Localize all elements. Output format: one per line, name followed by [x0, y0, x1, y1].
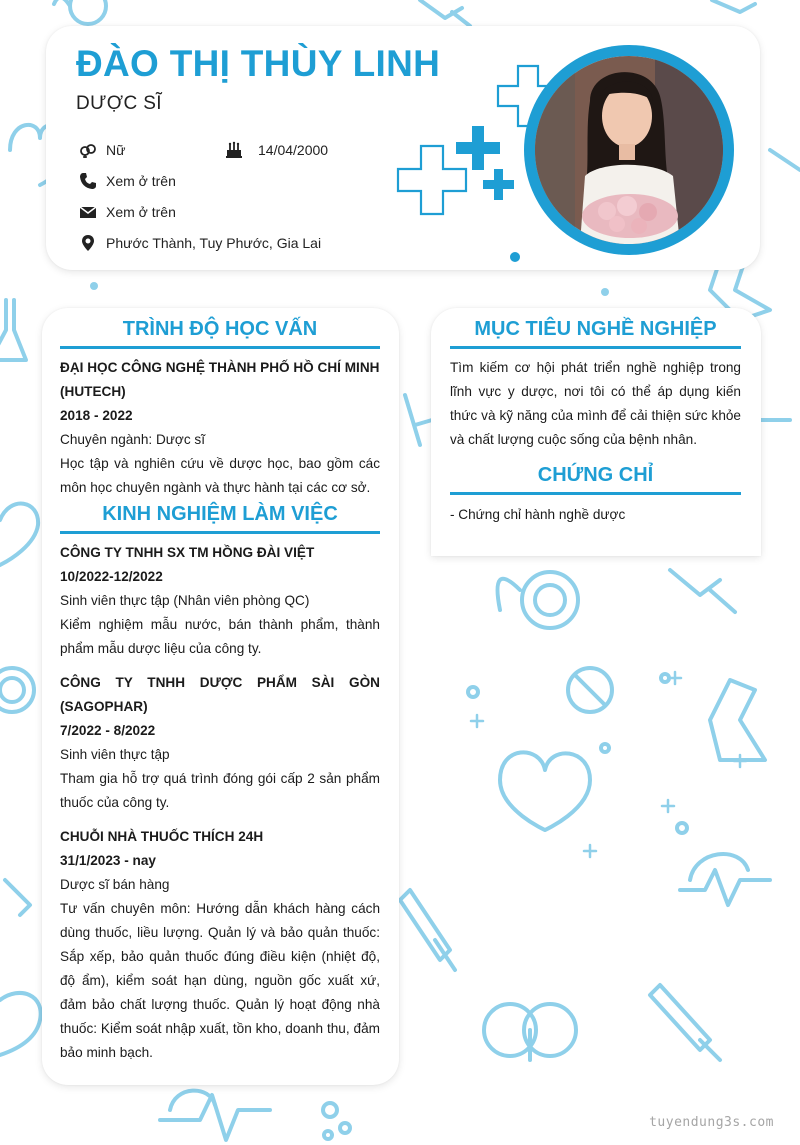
- profile-photo-frame: [524, 45, 734, 255]
- stethoscope-icon: [484, 1004, 576, 1060]
- experience-description: Kiểm nghiệm mẫu nước, bán thành phẩm, thành phẩm mẫu dược liệu của công ty.: [60, 617, 380, 656]
- syringe-icon: [670, 570, 735, 612]
- heart-icon: [0, 504, 38, 565]
- heartbeat-icon: [160, 1091, 270, 1140]
- experience-role: Dược sĩ bán hàng: [60, 877, 170, 892]
- education-major: Chuyên ngành: Dược sĩ: [60, 432, 205, 447]
- syringe-icon: [712, 0, 755, 12]
- syringe-icon: [5, 880, 30, 915]
- flask-icon: [710, 680, 765, 760]
- location-pin-icon: [79, 234, 97, 252]
- right-column-card: [431, 308, 761, 556]
- syringe-icon: [770, 150, 800, 170]
- job-title: DƯỢC SĨ: [76, 93, 162, 114]
- pill-icon: [568, 668, 612, 712]
- syringe-icon: [420, 0, 470, 26]
- phone-row: [79, 172, 176, 190]
- birthday-cake-icon: [225, 141, 243, 159]
- phone-icon: [79, 172, 97, 190]
- education-school: ĐẠI HỌC CÔNG NGHỆ THÀNH PHỐ HỒ CHÍ MINH (HUTECH): [60, 360, 380, 399]
- site-watermark: tuyendung3s.com: [649, 1115, 774, 1130]
- bubbles-icon: [323, 1103, 350, 1139]
- experience-period: 10/2022-12/2022: [60, 569, 163, 584]
- experience-company: CHUỖI NHÀ THUỐC THÍCH 24H: [60, 829, 264, 844]
- header-card: [46, 26, 760, 270]
- phone-value: Xem ở trên: [106, 173, 176, 189]
- email-value: Xem ở trên: [106, 204, 176, 220]
- experience-company: CÔNG TY TNHH DƯỢC PHẨM SÀI GÒN (SAGOPHAR): [60, 675, 380, 714]
- birth-date-row: [225, 141, 328, 159]
- education-period: 2018 - 2022: [60, 408, 133, 423]
- syringe-icon: [400, 890, 455, 970]
- email-icon: [79, 203, 97, 221]
- left-column-card: [42, 308, 399, 1085]
- stethoscope-icon: [54, 0, 106, 24]
- certificates-section-title: CHỨNG CHỈ: [450, 464, 741, 495]
- email-row: [79, 203, 176, 221]
- stethoscope-icon: [498, 572, 579, 628]
- profile-photo: [535, 56, 723, 244]
- heartbeat-icon: [680, 854, 770, 905]
- gender-icon: [79, 141, 97, 159]
- address-value: Phước Thành, Tuy Phước, Gia Lai: [106, 235, 322, 251]
- address-row: [79, 234, 321, 252]
- heart-icon: [0, 993, 41, 1055]
- birth-date-value: 14/04/2000: [258, 142, 329, 158]
- syringe-icon: [405, 395, 432, 445]
- experience-description: Tham gia hỗ trợ quá trình đóng gói cấp 2 sản phẩm thuốc của công ty.: [60, 771, 380, 810]
- gender-value: Nữ: [106, 142, 126, 158]
- experience-role: Sinh viên thực tập (Nhân viên phòng QC): [60, 593, 310, 608]
- education-section-title: TRÌNH ĐỘ HỌC VẤN: [60, 318, 380, 349]
- experience-role: Sinh viên thực tập: [60, 747, 170, 762]
- gender-row: [79, 141, 125, 159]
- objective-section-title: MỤC TIÊU NGHỀ NGHIỆP: [450, 318, 741, 349]
- flask-icon: [0, 300, 26, 360]
- heart-icon: [500, 752, 590, 830]
- experience-company: CÔNG TY TNHH SX TM HỒNG ĐÀI VIỆT: [60, 545, 315, 560]
- objective-text: Tìm kiếm cơ hội phát triển nghề nghiệp trong lĩnh vực y dược, nơi tôi có thể áp dụng kiến thức và kỹ năng của mình để cải thiện sức khỏe và chất lượng cuộc sống của bệnh nhân.: [450, 360, 741, 447]
- experience-section-title: KINH NGHIỆM LÀM VIỆC: [60, 503, 380, 534]
- stethoscope-icon: [0, 668, 34, 712]
- experience-description: Tư vấn chuyên môn: Hướng dẫn khách hàng cách dùng thuốc, liều lượng. Quản lý và bảo quản thuốc: Sắp xếp, bảo quản thuốc đúng điều kiện (nhiệt độ, độ ẩm), kiểm soát hạn dùng, nguồn gốc xuất xứ, đảm bảo chất lượng thuốc. Quản lý hoạt động nhà thuốc: Kiểm soát nhập xuất, tồn kho, doanh thu, đảm bảo minh bạch.: [60, 901, 380, 1060]
- experience-period: 31/1/2023 - nay: [60, 853, 156, 868]
- experience-period: 7/2022 - 8/2022: [60, 723, 156, 738]
- candidate-name: ĐÀO THỊ THÙY LINH: [76, 43, 441, 84]
- syringe-icon: [650, 985, 720, 1060]
- certificate-item: - Chứng chỉ hành nghề dược: [450, 507, 626, 522]
- education-description: Học tập và nghiên cứu về dược học, bao gồm các môn học chuyên ngành và thực hành tại các cơ sở.: [60, 456, 380, 495]
